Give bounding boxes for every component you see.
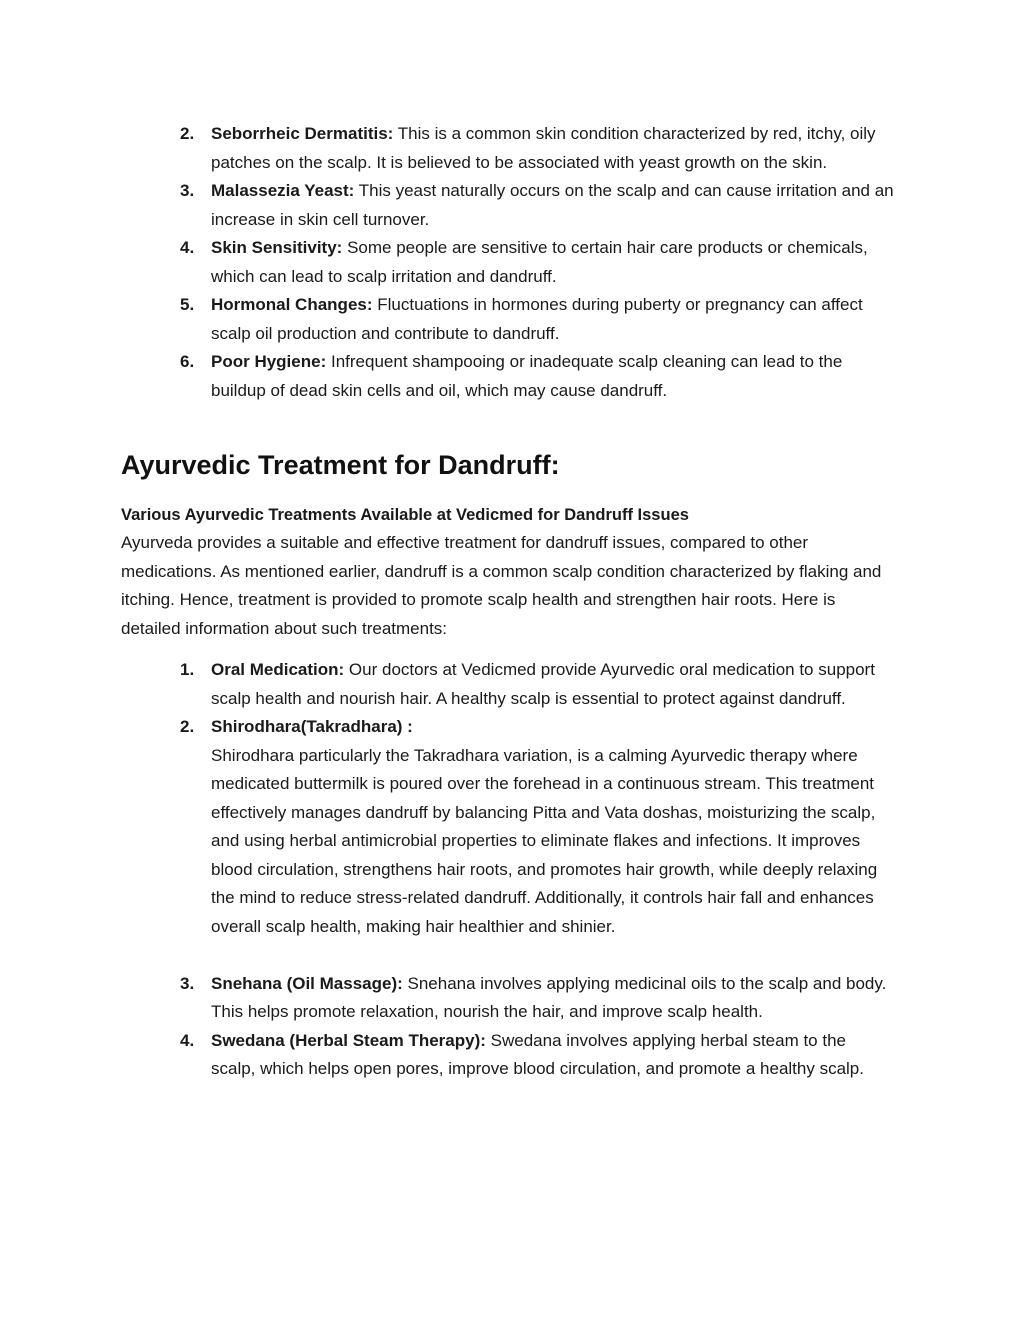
item-text: Snehana involves applying medicinal oils to the scalp and body. This helps promote relaxation, nourish the hair, and improve scalp health. (211, 973, 887, 1021)
item-number: 4. (180, 1030, 195, 1050)
section-subheading: Various Ayurvedic Treatments Available at Vedicmed for Dandruff Issues (121, 506, 689, 524)
list-item (180, 291, 895, 348)
list-item (180, 1027, 895, 1084)
item-text: Swedana involves applying herbal steam to the scalp, which helps open pores, improve blood circulation, and promote a healthy scalp. (211, 1030, 864, 1078)
item-text: This yeast naturally occurs on the scalp and can cause irritation and an increase in skin cell turnover. (211, 181, 894, 229)
list-item (180, 177, 895, 234)
item-text: Fluctuations in hormones during puberty or pregnancy can affect scalp oil production and contribute to dandruff. (211, 295, 863, 343)
item-term: Seborrheic Dermatitis: (211, 124, 394, 143)
list-item (180, 348, 895, 405)
list-item (180, 656, 895, 713)
section-heading: Ayurvedic Treatment for Dandruff: (121, 450, 560, 480)
item-term: Malassezia Yeast: (211, 181, 355, 200)
item-number: 4. (180, 238, 195, 257)
item-number: 3. (180, 973, 195, 993)
item-text: Infrequent shampooing or inadequate scalp cleaning can lead to the buildup of dead skin cells and oil, which may cause dandruff. (211, 352, 843, 400)
paragraph-spacer (211, 941, 895, 970)
intro-paragraph: Ayurveda provides a suitable and effective treatment for dandruff issues, compared to other medications. As mentioned earlier, dandruff is a common scalp condition characterized by flaking and itching. Hence, treatment is provided to promote scalp health and strengthen hair roots. Here is detailed information about such treatments: (121, 533, 882, 638)
list-item (180, 234, 895, 291)
item-term: Skin Sensitivity: (211, 238, 343, 257)
item-number: 6. (180, 352, 195, 371)
list-item (180, 970, 895, 1027)
item-term: Swedana (Herbal Steam Therapy): (211, 1030, 486, 1050)
item-text: This is a common skin condition characterized by red, itchy, oily patches on the scalp. It is believed to be associated with yeast growth on the skin. (211, 124, 876, 172)
item-number: 5. (180, 295, 195, 314)
treatments-list (180, 656, 895, 1084)
item-term: Snehana (Oil Massage): (211, 973, 403, 993)
item-number: 3. (180, 181, 195, 200)
list-item (180, 713, 895, 970)
item-term: Oral Medication: (211, 660, 345, 679)
item-term: Hormonal Changes: (211, 295, 373, 314)
item-term: Shirodhara(Takradhara) : (211, 717, 413, 736)
item-text: Our doctors at Vedicmed provide Ayurvedic oral medication to support scalp health and nourish hair. A healthy scalp is essential to protect against dandruff. (211, 660, 875, 708)
list-item (180, 120, 895, 177)
item-number: 2. (180, 124, 195, 143)
item-number: 2. (180, 717, 195, 736)
item-text: Some people are sensitive to certain hair care products or chemicals, which can lead to scalp irritation and dandruff. (211, 238, 868, 286)
item-number: 1. (180, 660, 195, 679)
dandruff-causes-list (180, 120, 895, 405)
item-term: Poor Hygiene: (211, 352, 327, 371)
item-text: Shirodhara particularly the Takradhara variation, is a calming Ayurvedic therapy where medicated buttermilk is poured over the forehead in a continuous stream. This treatment effectively manages dandruff by balancing Pitta and Vata doshas, moisturizing the scalp, and using herbal antimicrobial properties to eliminate flakes and infections. It improves blood circulation, strengthens hair roots, and promotes hair growth, while deeply relaxing the mind to reduce stress-related dandruff. Additionally, it controls hair fall and enhances overall scalp health, making hair healthier and shinier. (211, 745, 878, 936)
